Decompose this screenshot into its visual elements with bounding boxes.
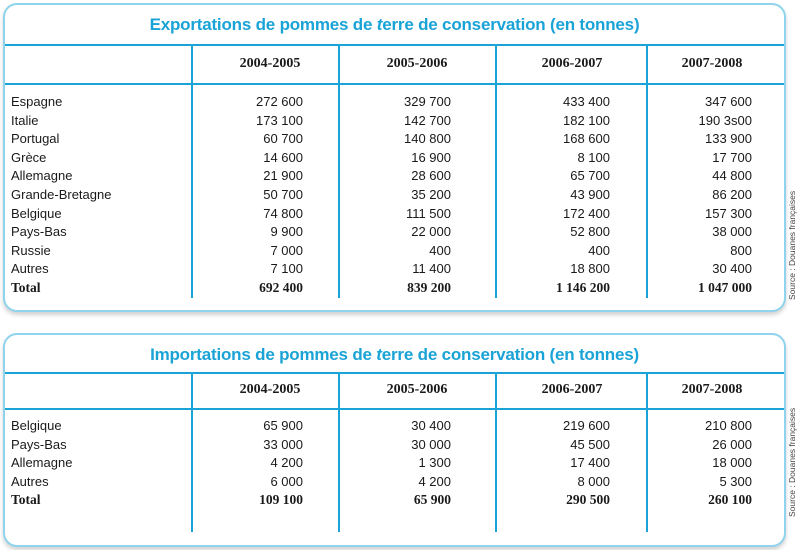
table-row (5, 112, 784, 131)
row-label: Grande-Bretagne (11, 186, 112, 202)
table-cell: 133 900 (705, 131, 752, 147)
table-cell: 329 700 (404, 94, 451, 109)
title-divider (5, 44, 784, 46)
table-cell: 18 800 (570, 261, 610, 277)
column-header: 2004-2005 (239, 56, 301, 71)
table-cell: 1 146 200 (556, 279, 610, 295)
table-total-row (5, 279, 784, 298)
table-cell: 18 000 (712, 455, 752, 471)
table-cell: 260 100 (708, 492, 752, 508)
table-cell: 109 100 (259, 492, 303, 508)
table-cell: 5 300 (719, 473, 752, 489)
imports-table-panel (3, 333, 786, 547)
table-cell: 400 (588, 242, 610, 258)
table-cell: 30 000 (411, 436, 451, 452)
row-label: Autres (11, 473, 49, 489)
table-cell: 7 100 (270, 261, 303, 277)
column-header: 2005-2006 (386, 382, 448, 397)
table-row (5, 260, 784, 279)
table-cell: 21 900 (263, 168, 303, 184)
row-label: Portugal (11, 131, 60, 147)
table-cell: 17 400 (570, 455, 610, 471)
column-header: 2006-2007 (541, 56, 603, 71)
table-cell: 8 100 (577, 149, 610, 165)
table-cell: 173 100 (256, 112, 303, 128)
table-cell: 692 400 (259, 279, 303, 295)
column-header: 2007-2008 (681, 382, 743, 397)
table-cell: 168 600 (563, 131, 610, 147)
row-label: Allemagne (11, 455, 73, 471)
table-row (5, 130, 784, 149)
row-label: Autres (11, 261, 49, 277)
table-cell: 172 400 (563, 205, 610, 221)
table-cell: 45 500 (570, 436, 610, 452)
table-cell: 219 600 (563, 418, 610, 433)
imports-table-body (5, 417, 784, 510)
table-row (5, 417, 784, 436)
table-row (5, 93, 784, 112)
row-label: Italie (11, 112, 39, 128)
table-cell: 26 000 (712, 436, 752, 452)
exports-source-note: Source : Douanes françaises (787, 190, 797, 300)
table-cell: 14 600 (263, 149, 303, 165)
table-cell: 157 300 (705, 205, 752, 221)
table-cell: 86 200 (712, 186, 752, 202)
exports-table-body (5, 93, 784, 298)
table-cell: 210 800 (705, 418, 752, 433)
table-row (5, 473, 784, 492)
table-cell: 50 700 (263, 186, 303, 202)
row-label: Belgique (11, 418, 62, 433)
column-header: 2006-2007 (541, 382, 603, 397)
row-label: Total (11, 492, 41, 508)
table-cell: 60 700 (263, 131, 303, 147)
table-cell: 6 000 (270, 473, 303, 489)
table-cell: 4 200 (418, 473, 451, 489)
table-cell: 65 900 (413, 492, 451, 508)
table-cell: 35 200 (411, 186, 451, 202)
table-row (5, 436, 784, 455)
table-row (5, 242, 784, 261)
table-cell: 44 800 (712, 168, 752, 184)
row-label: Pays-Bas (11, 436, 67, 452)
table-cell: 11 400 (412, 261, 451, 277)
table-cell: 28 600 (411, 168, 451, 184)
table-row (5, 186, 784, 205)
column-header: 2004-2005 (239, 382, 301, 397)
table-cell: 142 700 (404, 112, 451, 128)
table-cell: 8 000 (577, 473, 610, 489)
table-cell: 9 900 (270, 224, 303, 240)
row-label: Allemagne (11, 168, 73, 184)
exports-table-title: Exportations de pommes de terre de conservation (en tonnes) (149, 15, 640, 34)
table-cell: 17 700 (712, 149, 752, 165)
title-divider (5, 372, 784, 374)
header-divider (5, 83, 784, 85)
table-cell: 22 000 (411, 224, 451, 240)
table-cell: 7 000 (270, 242, 303, 258)
column-header: 2007-2008 (681, 56, 743, 71)
table-cell: 800 (730, 242, 752, 258)
table-cell: 111 500 (405, 205, 451, 221)
row-label: Total (11, 279, 41, 295)
table-cell: 290 500 (566, 492, 610, 508)
table-row (5, 149, 784, 168)
table-cell: 43 900 (570, 186, 610, 202)
table-cell: 38 000 (712, 224, 752, 240)
row-label: Grèce (11, 149, 47, 165)
table-cell: 33 000 (263, 436, 303, 452)
table-row (5, 205, 784, 224)
table-cell: 4 200 (270, 455, 303, 471)
table-cell: 30 400 (712, 261, 752, 277)
table-cell: 1 300 (418, 455, 451, 471)
table-cell: 433 400 (563, 94, 610, 109)
table-cell: 1 047 000 (698, 279, 752, 295)
table-row (5, 454, 784, 473)
table-cell: 272 600 (256, 94, 303, 109)
table-total-row (5, 491, 784, 510)
table-cell: 182 100 (563, 112, 610, 128)
table-cell: 400 (429, 242, 451, 258)
row-label: Belgique (11, 205, 62, 221)
row-label: Pays-Bas (11, 224, 67, 240)
table-row (5, 167, 784, 186)
row-label: Espagne (11, 94, 63, 109)
table-cell: 839 200 (407, 279, 451, 295)
exports-table-panel (3, 3, 786, 312)
table-cell: 65 700 (570, 168, 610, 184)
table-cell: 190 3s00 (698, 112, 752, 128)
table-cell: 347 600 (705, 94, 752, 109)
row-label: Russie (11, 242, 51, 258)
table-cell: 74 800 (263, 205, 303, 221)
table-cell: 30 400 (411, 418, 451, 433)
imports-source-note: Source : Douanes françaises (787, 407, 797, 517)
table-cell: 65 900 (263, 418, 303, 433)
table-cell: 16 900 (411, 149, 451, 165)
header-divider (5, 408, 784, 410)
table-cell: 140 800 (404, 131, 451, 147)
table-row (5, 223, 784, 242)
table-cell: 52 800 (570, 224, 610, 240)
column-header: 2005-2006 (386, 56, 448, 71)
imports-table-title: Importations de pommes de terre de conservation (en tonnes) (150, 345, 639, 364)
